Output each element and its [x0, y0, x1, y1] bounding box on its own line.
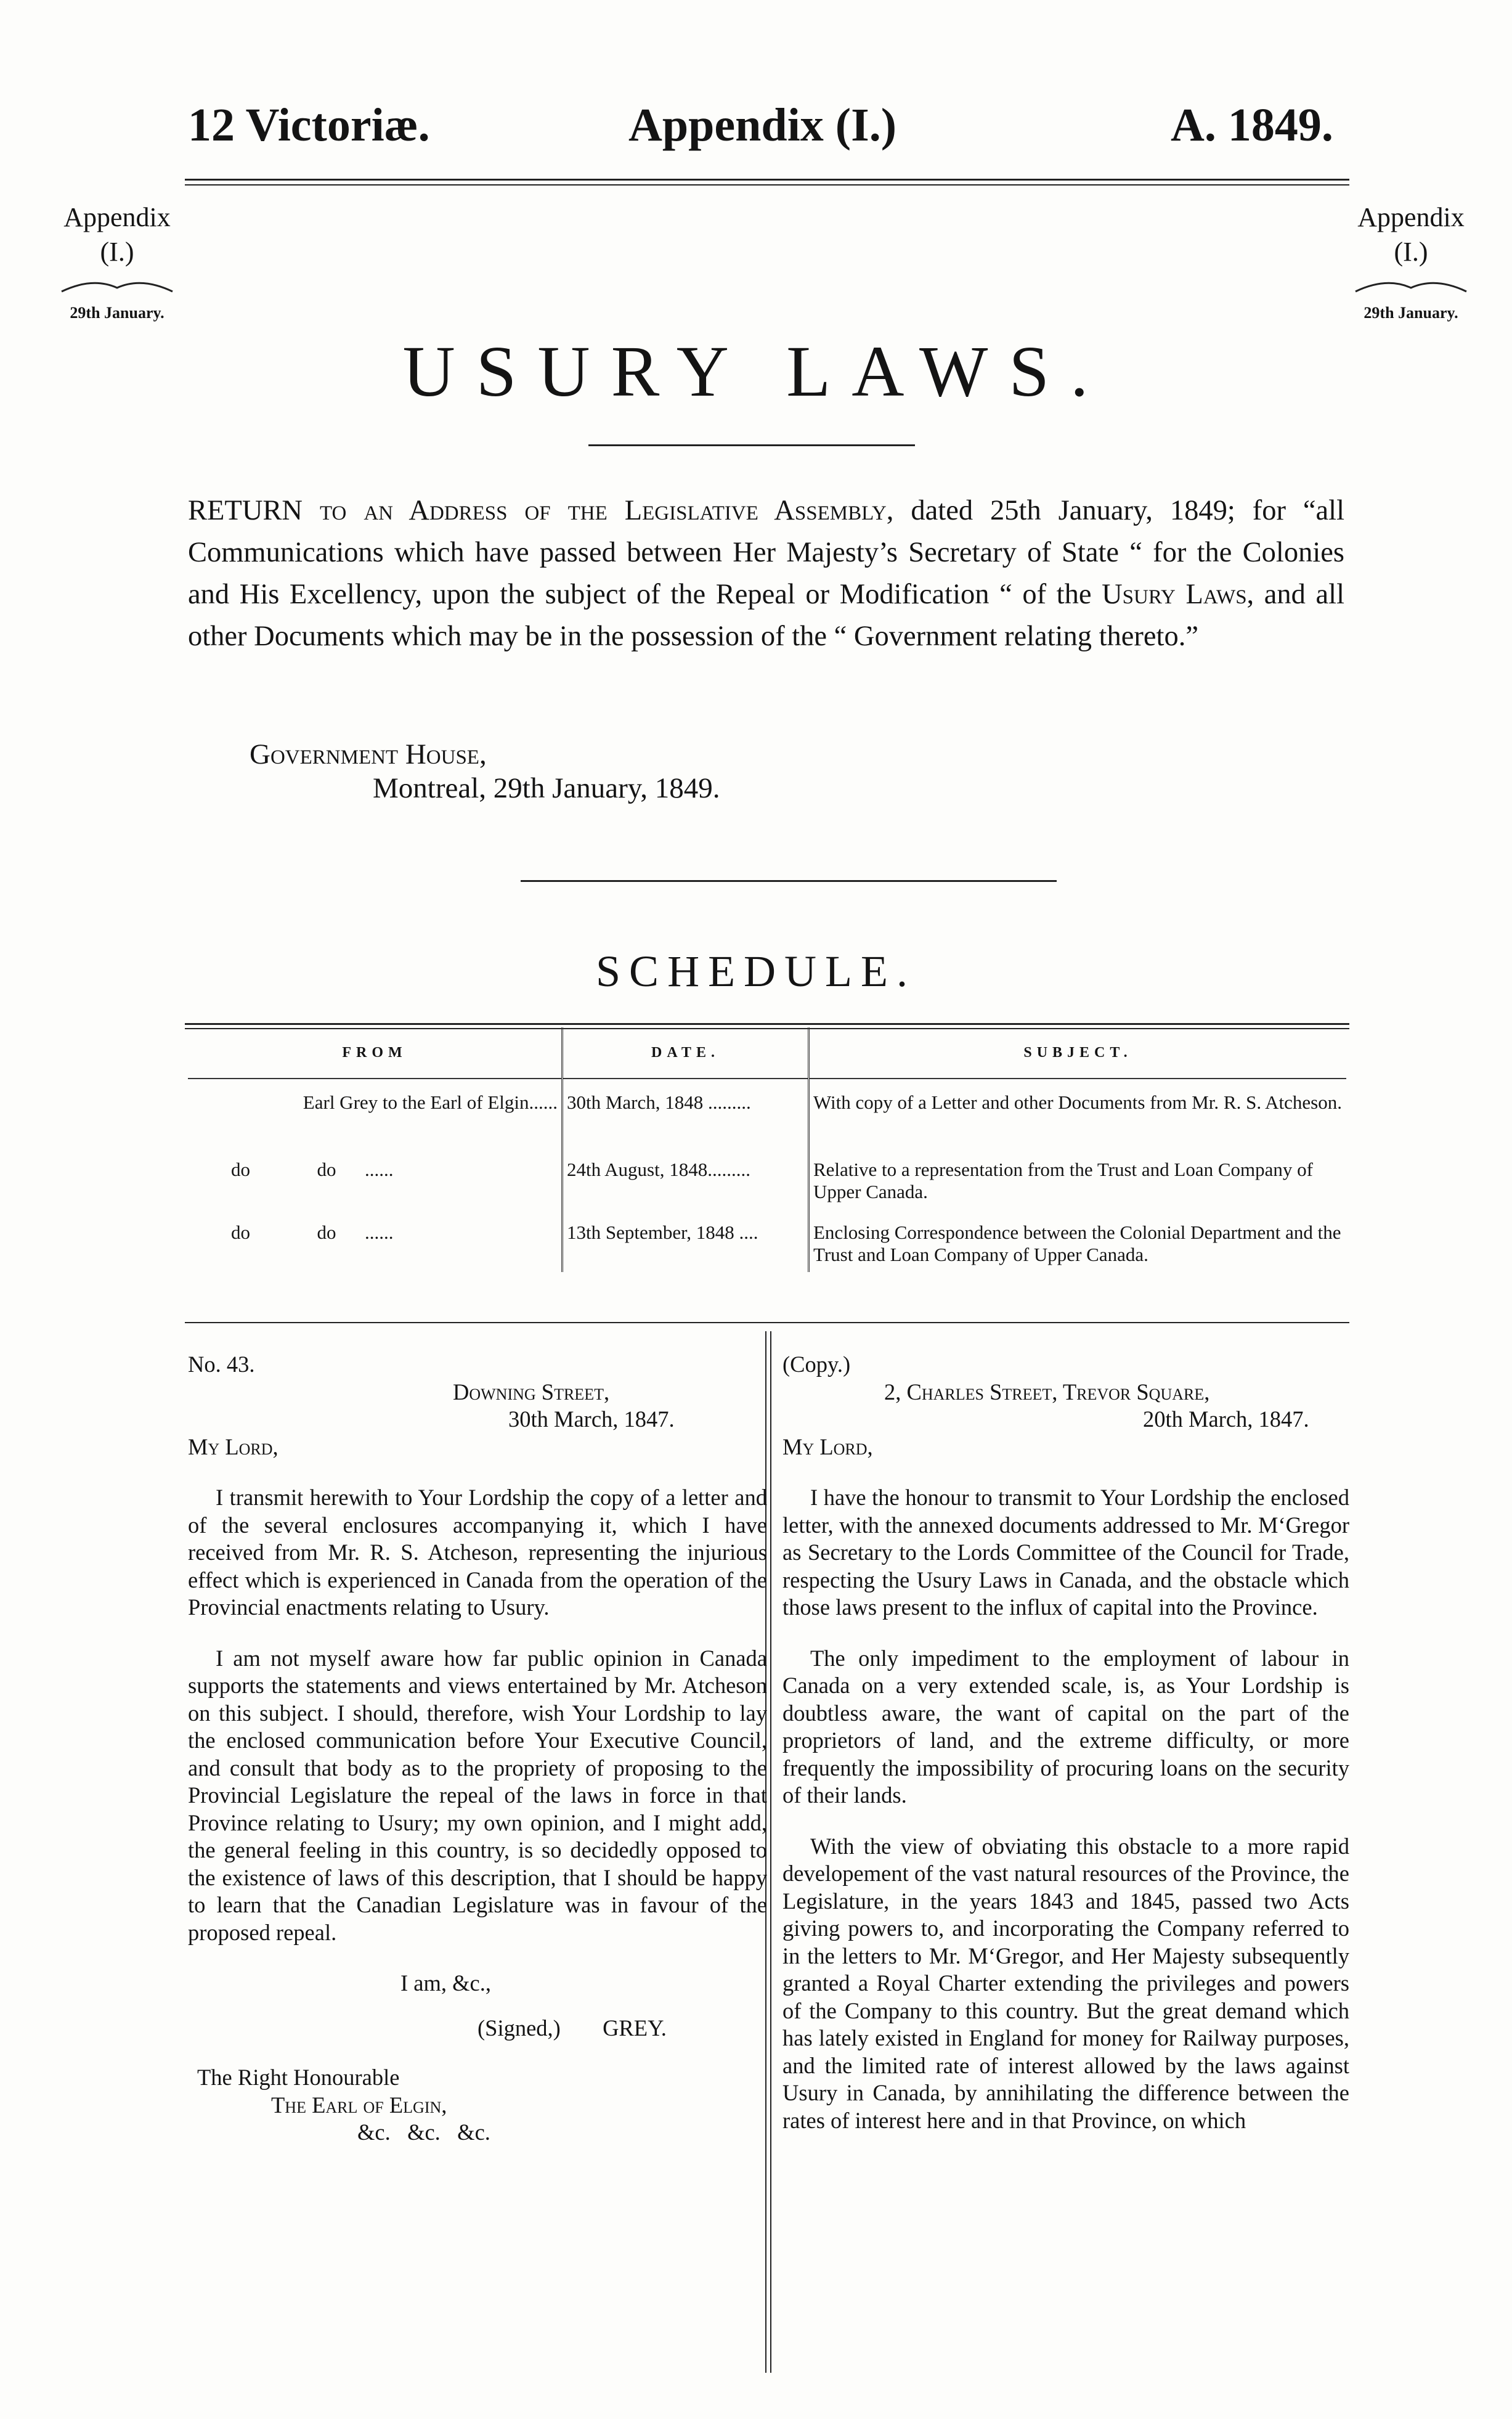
- letter-salutation: My Lord,: [188, 1434, 278, 1459]
- flourish-icon: [55, 278, 179, 295]
- schedule-rule-bottom: [185, 1322, 1349, 1323]
- column-header-from: FROM: [188, 1027, 563, 1079]
- letter-copy-note: (Copy.): [782, 1352, 851, 1377]
- header-year: A. 1849.: [1171, 99, 1333, 151]
- return-lead: RETURN: [188, 495, 303, 526]
- margin-number: (I.): [100, 237, 134, 267]
- letter-closing: I am, &c.,: [400, 1970, 491, 1996]
- letter-addressee-3: &c. &c. &c.: [357, 2119, 490, 2145]
- margin-note-right: [1331, 200, 1491, 322]
- government-place-date: Montreal, 29th January, 1849.: [373, 772, 720, 804]
- document-title: USURY LAWS.: [402, 331, 1110, 412]
- letter-signature-line: [188, 2015, 767, 2042]
- letter-street: Downing Street,: [453, 1379, 610, 1405]
- cell-subject: Relative to a representation from the Trust and Loan Company of Upper Canada.: [813, 1159, 1313, 1202]
- margin-label: Appendix: [1357, 202, 1465, 232]
- return-body-2: and all other Documents which may be in the possession of the “ Government relating thereto.”: [188, 579, 1344, 652]
- header-appendix: Appendix (I.): [628, 99, 896, 151]
- flourish-icon: [1349, 278, 1473, 295]
- schedule-title: SCHEDULE.: [596, 947, 916, 996]
- government-house: Government House,: [250, 738, 487, 770]
- letter-atcheson: [782, 1351, 1349, 2134]
- margin-date: 29th January.: [1364, 304, 1458, 322]
- letter-signed: (Signed,): [478, 2015, 561, 2041]
- section-rule: [521, 880, 1057, 882]
- schedule-header-row: [188, 1027, 1346, 1079]
- return-paragraph: [188, 490, 1344, 658]
- letter-salutation: My Lord,: [782, 1434, 873, 1459]
- table-row: [188, 1146, 1346, 1209]
- letter-date: 20th March, 1847.: [1143, 1406, 1309, 1432]
- table-row: [188, 1209, 1346, 1272]
- cell-date: 13th September, 1848 ....: [563, 1209, 809, 1272]
- letter-grey: [188, 1351, 767, 2147]
- return-usury: Usury Laws,: [1102, 579, 1254, 610]
- header-session: 12 Victoriæ.: [188, 99, 430, 151]
- header-rule-bottom: [185, 184, 1349, 186]
- cell-subject: Enclosing Correspondence between the Colonial Department and the Trust and Loan Company of Upper Canada.: [813, 1222, 1341, 1265]
- header-rule-top: [185, 179, 1349, 181]
- letter-paragraph: I am not myself aware how far public opinion in Canada supports the statements and views entertained by Mr. Atcheson on this subject. I should, therefore, wish Your Lordship to lay the enclosed communication before Your Executive Council, and consult that body as to the propriety of proposing to the Provincial Legislature the repeal of the laws in force in that Province relating to Usury; my own opinion, and I might add, the general feeling in this country, is so decidedly opposed to the existence of laws of this description, that I should be happy to learn that the Canadian Legislature was in favour of the proposed repeal.: [188, 1645, 767, 1945]
- letter-signer: GREY.: [603, 2015, 667, 2041]
- letter-paragraph: The only impediment to the employment of labour in Canada on a very extended scale, is, as Your Lordship is doubtless aware, the want of capital on the part of the proprietors of land, and the extreme difficulty, or more frequently the impossibility of procuring loans on the security of their lands.: [782, 1645, 1349, 1808]
- margin-label: Appendix: [63, 202, 171, 232]
- letter-number: No. 43.: [188, 1352, 255, 1377]
- margin-note-left: [37, 200, 197, 322]
- column-header-subject: SUBJECT.: [809, 1027, 1347, 1079]
- cell-subject: With copy of a Letter and other Documents from Mr. R. S. Atcheson.: [813, 1091, 1342, 1113]
- return-body-1: dated 25th January, 1849; for “all Communications which have passed between Her Majesty’s Secretary of State “ for the Colonies and His Excellency, upon the subject of the Repeal or Modification “ of the: [188, 495, 1345, 610]
- letter-address: 2, Charles Street, Trevor Square,: [884, 1379, 1210, 1405]
- title-rule: [588, 444, 915, 446]
- column-header-date: DATE.: [563, 1027, 809, 1079]
- letter-addressee-2: The Earl of Elgin,: [271, 2092, 447, 2118]
- margin-date: 29th January.: [70, 304, 165, 322]
- letter-paragraph: With the view of obviating this obstacle to a more rapid developement of the vast natural resources of the Province, the Legislature, in the years 1843 and 1845, passed two Acts giving powers to, and incorporating the Company referred to in the letters to Mr. M‘Gregor, and Her Majesty subsequently granted a Royal Charter extending the privileges and powers of the Company to this country. But the great demand which has lately existed in England for money for Railway purposes, and the limited rate of interest allowed by the laws against Usury in Canada, by annihilating the difference between the rates of interest here and in that Province, on which: [782, 1833, 1349, 2133]
- cell-from: do do ......: [188, 1146, 563, 1209]
- cell-date: 24th August, 1848.........: [563, 1146, 809, 1209]
- margin-number: (I.): [1394, 237, 1428, 267]
- schedule-rule-top: [185, 1023, 1349, 1025]
- table-row: [188, 1079, 1346, 1146]
- return-address: to an Address of the Legislative Assembly,: [319, 495, 894, 526]
- letter-paragraph: I transmit herewith to Your Lordship the copy of a letter and of the several enclosures accompanying it, which I have received from Mr. R. S. Atcheson, representing the injurious effect which is experienced in Canada from the operation of the Provincial enactments relating to Usury.: [188, 1485, 767, 1620]
- cell-date: 30th March, 1848 .........: [563, 1079, 809, 1146]
- letter-addressee-1: The Right Honourable: [197, 2065, 400, 2090]
- letter-date: 30th March, 1847.: [508, 1406, 675, 1432]
- cell-from: Earl Grey to the Earl of Elgin......: [188, 1079, 563, 1146]
- schedule-table: [188, 1027, 1346, 1272]
- letter-paragraph: I have the honour to transmit to Your Lordship the enclosed letter, with the annexed documents addressed to Mr. M‘Gregor as Secretary to the Lords Committee of the Council for Trade, respecting the Usury Laws in Canada, and the obstacle which those laws present to the influx of capital into the Province.: [782, 1485, 1349, 1620]
- cell-from: do do ......: [188, 1209, 563, 1272]
- column-divider-2: [770, 1331, 771, 2373]
